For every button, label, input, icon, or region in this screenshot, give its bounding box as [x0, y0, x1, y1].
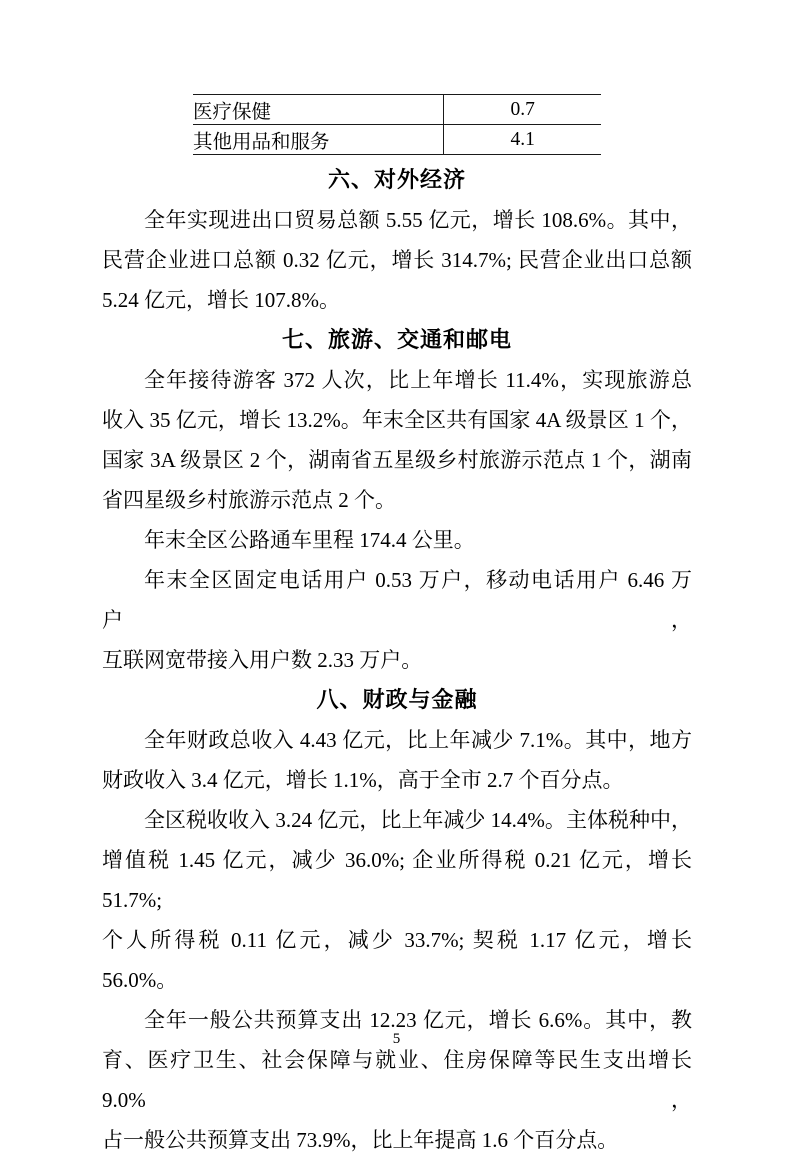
text-line: 育、医疗卫生、社会保障与就业、住房保障等民生支出增长 9.0%，: [102, 1048, 692, 1112]
text-line: 全年一般公共预算支出 12.23 亿元，增长 6.6%。其中，教: [144, 1008, 692, 1032]
text-line: 年末全区固定电话用户 0.53 万户，移动电话用户 6.46 万户，: [102, 568, 692, 632]
text-line: 财政收入 3.4 亿元，增长 1.1%，高于全市 2.7 个百分点。: [102, 768, 624, 792]
page-number: 5: [392, 1031, 401, 1047]
text-line: 年末全区公路通车里程 174.4 公里。: [144, 528, 475, 552]
paragraph: [102, 1000, 692, 1160]
text-line: 增值税 1.45 亿元，减少 36.0%; 企业所得税 0.21 亿元，增长 51.7%;: [102, 848, 692, 912]
section-heading-foreign-economy: 六、对外经济: [327, 167, 466, 192]
paragraph: [102, 800, 692, 1000]
table-cell-value: 4.1: [444, 125, 601, 155]
text-line: 民营企业进口总额 0.32 亿元，增长 314.7%; 民营企业出口总额: [102, 248, 692, 272]
table-cell-label: 医疗保健: [193, 95, 444, 125]
table-row: [193, 95, 601, 125]
paragraph: [102, 720, 692, 800]
text-line: 全年实现进出口贸易总额 5.55 亿元，增长 108.6%。其中，: [144, 208, 692, 232]
section-heading-tourism-transport-post: 七、旅游、交通和邮电: [281, 327, 512, 352]
text-line: 互联网宽带接入用户数 2.33 万户。: [102, 648, 423, 672]
text-line: 全年财政总收入 4.43 亿元，比上年减少 7.1%。其中，地方: [144, 728, 692, 752]
text-line: 个人所得税 0.11 亿元，减少 33.7%; 契税 1.17 亿元，增长 56.0%。: [102, 928, 692, 992]
paragraph: [102, 520, 692, 560]
table-cell-label: 其他用品和服务: [193, 125, 444, 155]
indicator-table: [193, 94, 601, 155]
text-line: 国家 3A 级景区 2 个，湖南省五星级乡村旅游示范点 1 个，湖南: [102, 448, 692, 472]
text-line: 省四星级乡村旅游示范点 2 个。: [102, 488, 396, 512]
page-content: [102, 94, 692, 1160]
text-line: 全年接待游客 372 人次，比上年增长 11.4%，实现旅游总: [144, 368, 692, 392]
text-line: 收入 35 亿元，增长 13.2%。年末全区共有国家 4A 级景区 1 个，: [102, 408, 692, 432]
paragraph: [102, 560, 692, 680]
table-cell-value: 0.7: [444, 95, 601, 125]
text-line: 占一般公共预算支出 73.9%，比上年提高 1.6 个百分点。: [102, 1128, 619, 1152]
text-line: 全区税收收入 3.24 亿元，比上年减少 14.4%。主体税种中，: [144, 808, 692, 832]
paragraph: [102, 360, 692, 520]
table-row: [193, 125, 601, 155]
text-line: 5.24 亿元，增长 107.8%。: [102, 288, 340, 312]
paragraph: [102, 200, 692, 320]
section-heading-finance: 八、财政与金融: [316, 687, 478, 712]
